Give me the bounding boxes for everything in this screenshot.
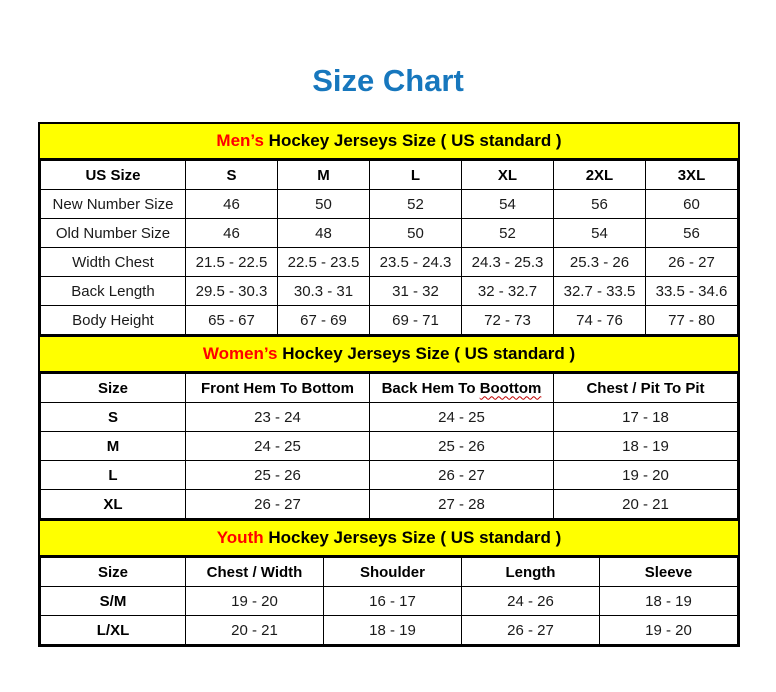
size-value: 25 - 26 [185,461,369,490]
size-value: 17 - 18 [553,403,737,432]
row-label: Back Length [41,277,186,306]
column-header: 2XL [553,161,645,190]
size-value: 24.3 - 25.3 [461,248,553,277]
row-label: Body Height [41,306,186,335]
size-value: 22.5 - 23.5 [277,248,369,277]
size-value: 24 - 25 [369,403,553,432]
womens-size-table [40,373,738,519]
size-value: 26 - 27 [369,461,553,490]
size-value: 56 [553,190,645,219]
size-value: 16 - 17 [323,587,461,616]
size-value: 46 [185,190,277,219]
size-value: 25 - 26 [369,432,553,461]
row-label: L [41,461,186,490]
table-row [41,403,738,432]
column-header: Length [461,558,599,587]
row-label: Old Number Size [41,219,186,248]
size-value: 18 - 19 [599,587,737,616]
column-header: Sleeve [599,558,737,587]
size-value: 21.5 - 22.5 [185,248,277,277]
size-value: 29.5 - 30.3 [185,277,277,306]
size-value: 20 - 21 [553,490,737,519]
size-value: 77 - 80 [645,306,737,335]
size-value: 74 - 76 [553,306,645,335]
size-value: 23 - 24 [185,403,369,432]
size-value: 19 - 20 [553,461,737,490]
row-label: L/XL [41,616,186,645]
size-value: 54 [553,219,645,248]
size-value: 23.5 - 24.3 [369,248,461,277]
column-header-text: Back Hem To [381,379,480,397]
size-value: 19 - 20 [185,587,323,616]
column-header: Front Hem To Bottom [185,374,369,403]
table-header-row [41,161,738,190]
table-row [41,277,738,306]
size-value: 52 [461,219,553,248]
size-value: 60 [645,190,737,219]
size-value: 52 [369,190,461,219]
table-row [41,219,738,248]
size-value: 26 - 27 [461,616,599,645]
column-header: XL [461,161,553,190]
size-value: 31 - 32 [369,277,461,306]
table-row [41,587,738,616]
size-value: 67 - 69 [277,306,369,335]
table-header-row [41,558,738,587]
size-value: 56 [645,219,737,248]
band-text: Hockey Jerseys Size ( US standard ) [277,344,576,363]
size-value: 26 - 27 [185,490,369,519]
band-highlight: Youth [216,528,264,547]
size-value: 20 - 21 [185,616,323,645]
size-value: 69 - 71 [369,306,461,335]
table-row [41,490,738,519]
page-title: Size Chart [312,63,464,98]
mens-table-title [40,124,738,160]
size-value: 19 - 20 [599,616,737,645]
size-value: 18 - 19 [323,616,461,645]
row-label: Width Chest [41,248,186,277]
size-value: 24 - 25 [185,432,369,461]
table-row [41,248,738,277]
youth-size-table [40,557,738,645]
table-row [41,432,738,461]
size-value: 50 [277,190,369,219]
size-value: 18 - 19 [553,432,737,461]
column-header [369,374,553,403]
column-header: Shoulder [323,558,461,587]
size-value: 25.3 - 26 [553,248,645,277]
size-value: 33.5 - 34.6 [645,277,737,306]
size-value: 27 - 28 [369,490,553,519]
size-value: 65 - 67 [185,306,277,335]
size-chart [38,122,740,647]
size-value: 26 - 27 [645,248,737,277]
table-row [41,461,738,490]
size-value: 72 - 73 [461,306,553,335]
size-value: 48 [277,219,369,248]
column-header: Chest / Width [185,558,323,587]
row-label: New Number Size [41,190,186,219]
size-value: 30.3 - 31 [277,277,369,306]
column-header: 3XL [645,161,737,190]
size-value: 46 [185,219,277,248]
table-row [41,306,738,335]
band-text: Hockey Jerseys Size ( US standard ) [263,528,562,547]
size-value: 54 [461,190,553,219]
row-label: S [41,403,186,432]
youth-table-title [40,519,738,557]
table-header-row [41,374,738,403]
womens-table-title [40,335,738,373]
size-value: 50 [369,219,461,248]
band-highlight: Men’s [216,131,264,150]
mens-size-table [40,160,738,335]
column-header: Size [41,558,186,587]
row-label: XL [41,490,186,519]
column-header: L [369,161,461,190]
column-header: US Size [41,161,186,190]
row-label: S/M [41,587,186,616]
column-header: Chest / Pit To Pit [553,374,737,403]
table-row [41,190,738,219]
band-text: Hockey Jerseys Size ( US standard ) [263,131,562,150]
size-value: 32 - 32.7 [461,277,553,306]
column-header: M [277,161,369,190]
column-header: Size [41,374,186,403]
misspelled-word: Boottom [479,379,542,397]
band-highlight: Women’s [202,344,278,363]
size-value: 24 - 26 [461,587,599,616]
table-row [41,616,738,645]
column-header: S [185,161,277,190]
row-label: M [41,432,186,461]
size-value: 32.7 - 33.5 [553,277,645,306]
